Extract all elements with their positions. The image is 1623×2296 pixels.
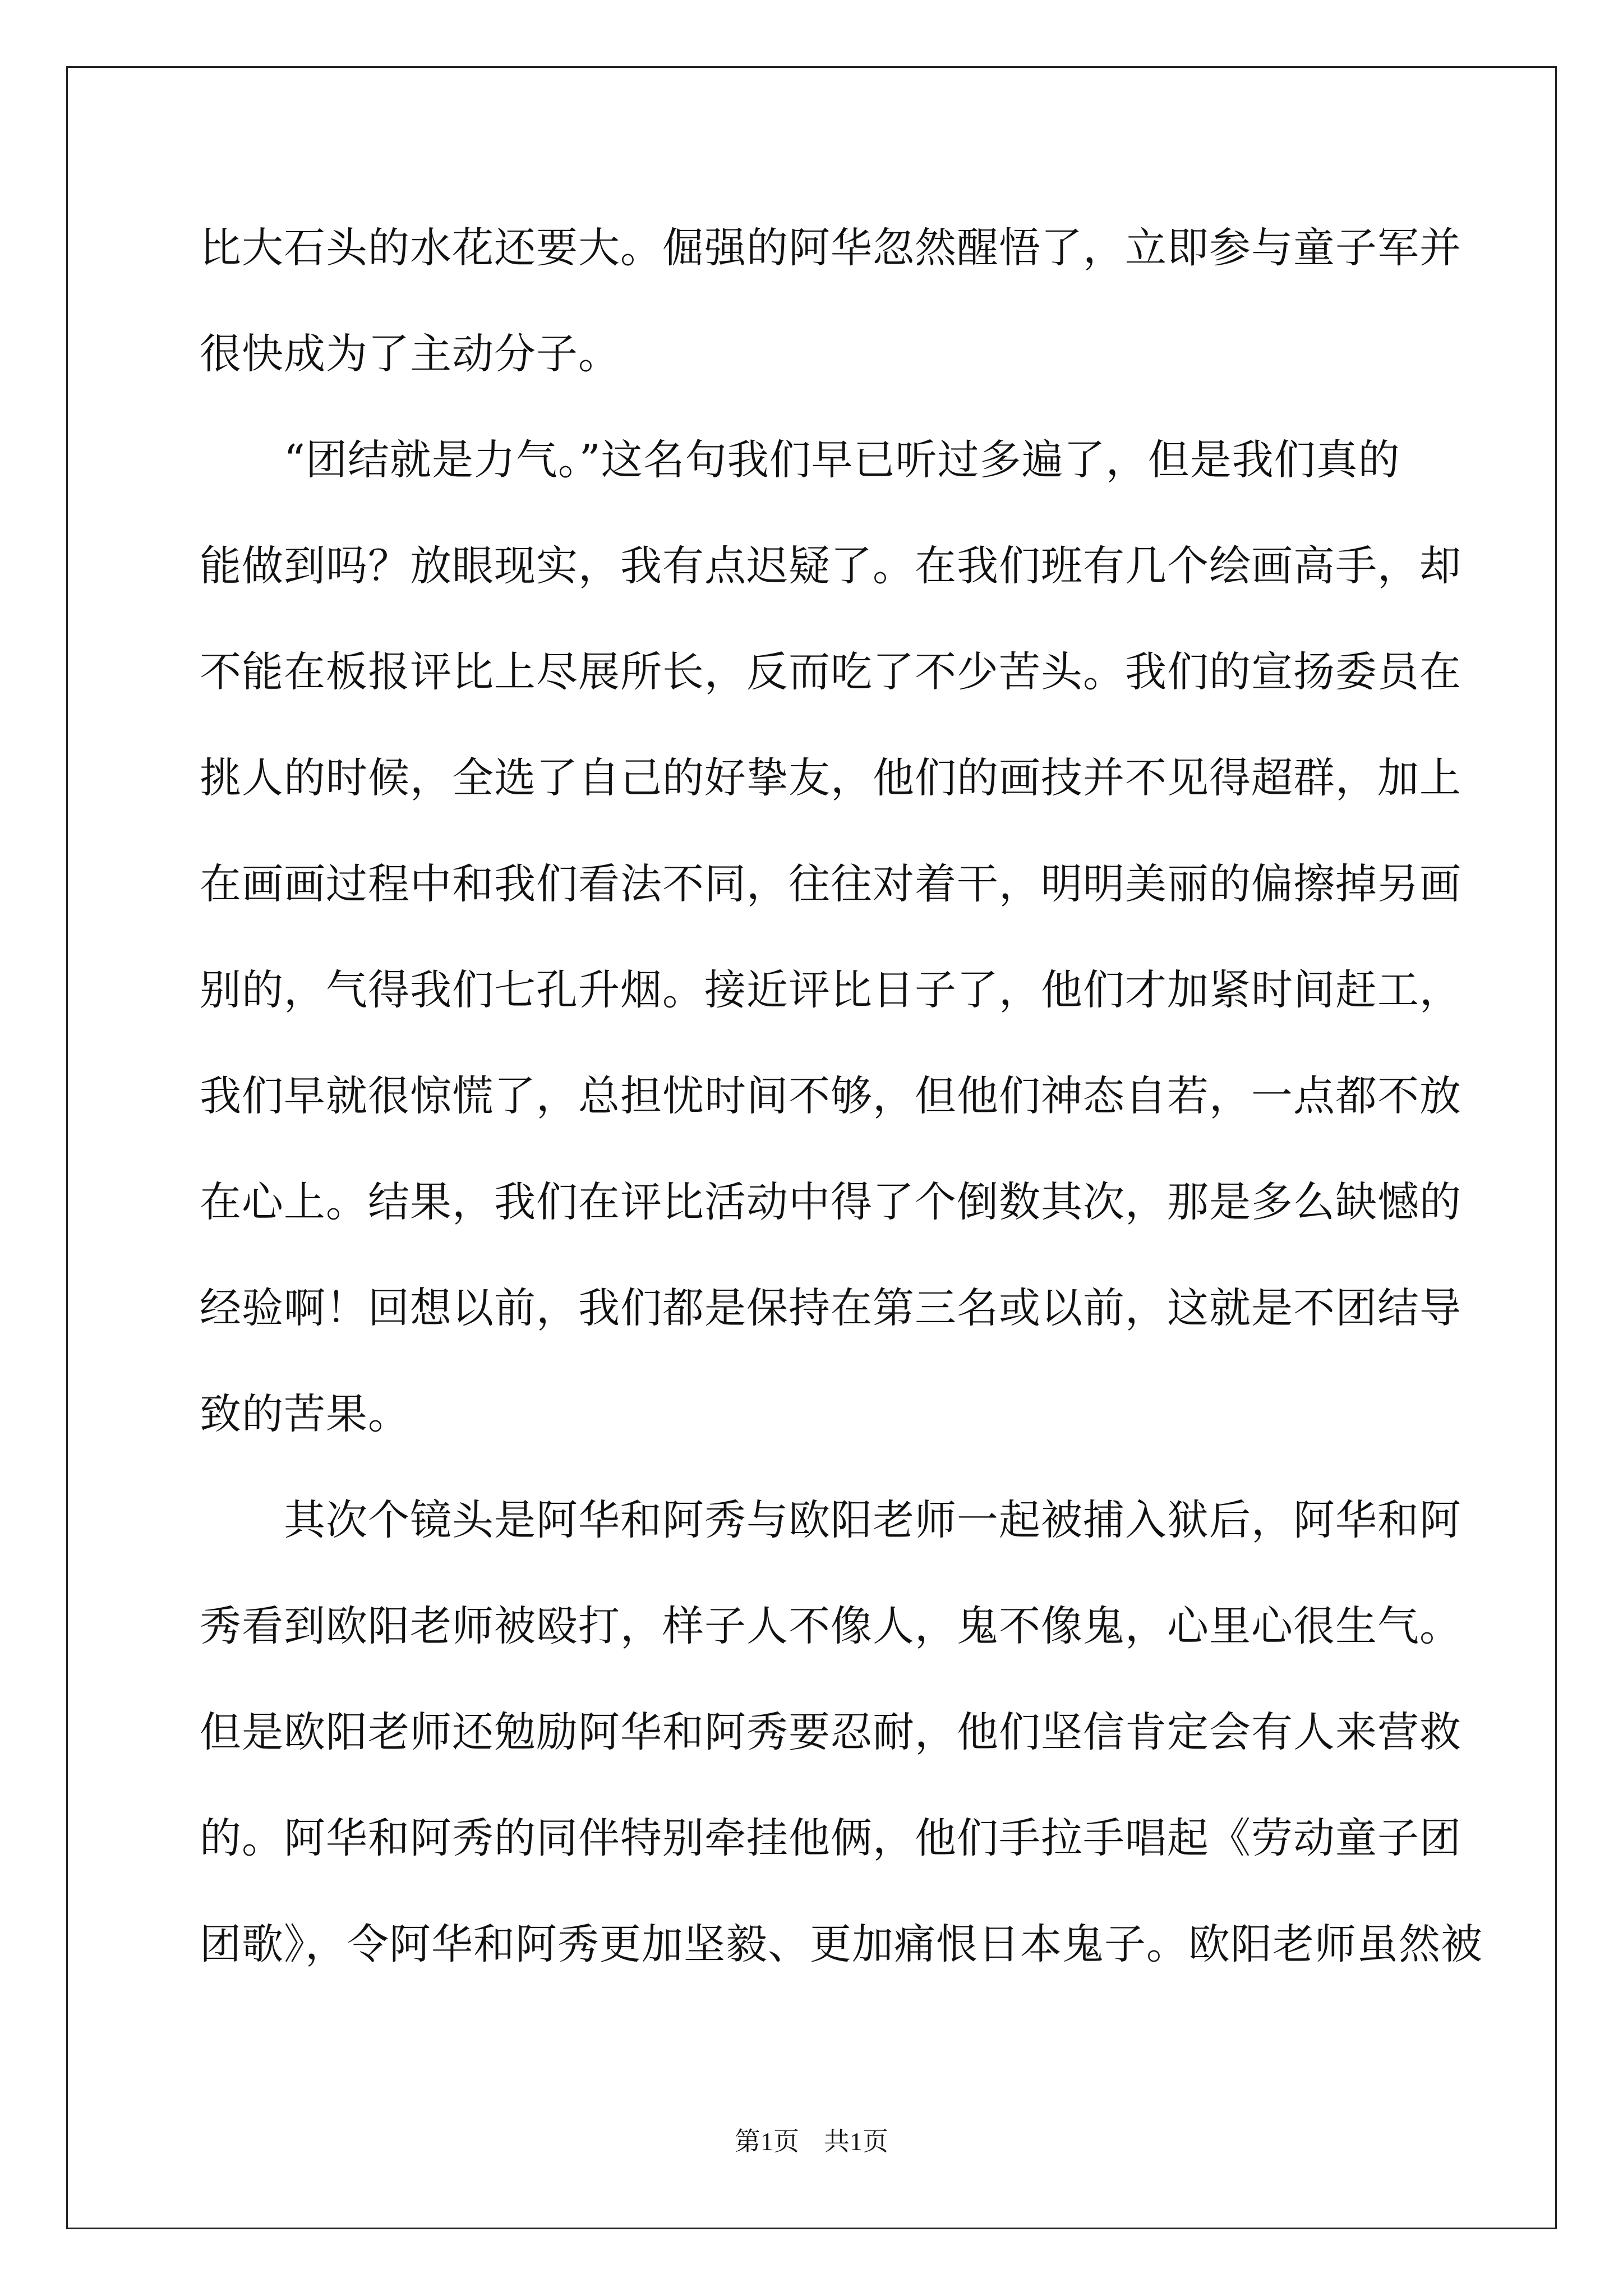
text-line: 在心上。结果，我们在评比活动中得了个倒数其次，那是多么缺憾的 — [200, 1178, 1461, 1226]
paragraph-3 — [200, 1481, 1483, 2011]
paragraph-2 — [200, 421, 1461, 1481]
paragraph-1 — [200, 209, 1461, 421]
text-line: 能做到吗？放眼现实，我有点迟疑了。在我们班有几个绘画高手，却 — [200, 542, 1461, 590]
text-line: “团结就是力气。”这名句我们早已听过多遍了，但是我们真的 — [200, 436, 1400, 484]
text-line: 其次个镜头是阿华和阿秀与欧阳老师一起被捕入狱后，阿华和阿 — [200, 1496, 1461, 1544]
text-line: 比大石头的水花还要大。倔强的阿华忽然醒悟了，立即参与童子军并 — [200, 224, 1461, 272]
text-line: 秀看到欧阳老师被殴打，样子人不像人，鬼不像鬼，心里心很生气。 — [200, 1602, 1461, 1650]
text-line: 不能在板报评比上尽展所长，反而吃了不少苦头。我们的宣扬委员在 — [200, 648, 1461, 696]
text-line: 经验啊！回想以前，我们都是保持在第三名或以前，这就是不团结导 — [200, 1284, 1461, 1332]
text-line: 在画画过程中和我们看法不同，往往对着干，明明美丽的偏擦掉另画 — [200, 860, 1461, 908]
text-line: 我们早就很惊慌了，总担忧时间不够，但他们神态自若，一点都不放 — [200, 1072, 1461, 1120]
document-body — [200, 209, 1483, 2011]
text-line: 但是欧阳老师还勉励阿华和阿秀要忍耐，他们坚信肯定会有人来营救 — [200, 1708, 1461, 1756]
text-line: 致的苦果。 — [200, 1390, 410, 1438]
page-footer — [0, 2125, 1623, 2159]
page-total: 共1页 — [824, 2127, 888, 2156]
text-line: 很快成为了主动分子。 — [200, 330, 620, 378]
text-line: 团歌》，令阿华和阿秀更加坚毅、更加痛恨日本鬼子。欧阳老师虽然被 — [200, 1920, 1483, 1968]
text-line: 挑人的时候，全选了自己的好挚友，他们的画技并不见得超群，加上 — [200, 754, 1461, 802]
text-line: 的。阿华和阿秀的同伴特别牵挂他俩，他们手拉手唱起《劳动童子团 — [200, 1814, 1461, 1862]
page-number: 第1页 — [735, 2127, 799, 2156]
text-line: 别的，气得我们七孔升烟。接近评比日子了，他们才加紧时间赶工， — [200, 966, 1461, 1014]
